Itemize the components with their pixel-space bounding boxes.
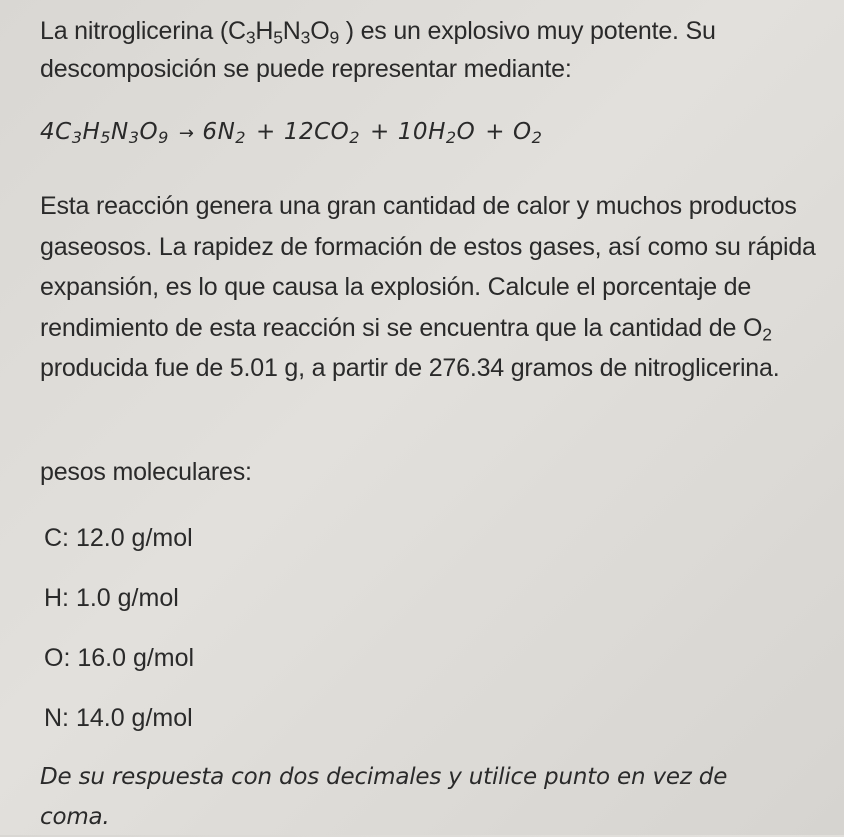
equation-product-1: $12CO_2$ <box>283 119 361 148</box>
product-2-element-1: O <box>456 119 476 145</box>
problem-text-1: Esta reacción genera una gran cantidad de calor y muchos productos gaseosos. La rapidez de formación de estos gases, así como su rápida expansión, es lo que causa la explosión. Calcule el porcentaje de rendimiento de esta reacción si se encuentra que la cantidad de <box>40 192 816 342</box>
molecular-weight-nitrogen: N: 14.0 g/mol <box>44 704 193 732</box>
product-3-subscript-0: 2 <box>531 128 543 148</box>
intro-formula-element-2: N <box>282 17 301 45</box>
equation-reactant: $4C_3H_5N_3O_9$ <box>40 119 169 148</box>
product-2-element-0: H <box>428 119 446 145</box>
product-3-element-0: O <box>513 119 532 145</box>
equation-product-2: $10H_2O$ <box>397 119 476 148</box>
reactant-subscript-1: 5 <box>100 128 111 148</box>
reactant-element-0: C <box>55 119 72 145</box>
molecular-weights-heading: pesos moleculares: <box>40 458 252 486</box>
nitroglycerin-formula <box>227 17 339 48</box>
problem-paragraph <box>40 186 820 389</box>
product-1-subscript-0: 2 <box>349 128 361 148</box>
product-1-element-0: CO <box>314 119 350 145</box>
intro-post: ) es un explosivo muy potente. Su descomposición se puede representar mediante: <box>40 17 716 83</box>
intro-pre: La nitroglicerina ( <box>40 17 228 45</box>
intro-formula-element-1: H <box>255 17 274 45</box>
reactant-element-3: O <box>139 119 159 145</box>
o2-formula: $O_2$ <box>742 313 772 344</box>
equation-plus: + <box>256 119 276 145</box>
molecular-weight-hydrogen: H: 1.0 g/mol <box>44 584 179 612</box>
molecular-weight-oxygen: O: 16.0 g/mol <box>44 644 195 672</box>
intro-formula-subscript-1: 5 <box>273 27 283 48</box>
equation-plus: + <box>485 119 506 145</box>
reactant-subscript-2: 3 <box>128 128 140 148</box>
reactant-subscript-0: 3 <box>71 128 83 148</box>
intro-paragraph <box>40 12 820 88</box>
product-0-element-0: N <box>217 119 236 145</box>
intro-formula-subscript-0: 3 <box>245 27 256 48</box>
intro-formula-subscript-2: 3 <box>300 27 311 48</box>
reaction-arrow: → <box>178 123 195 144</box>
problem-text-2: producida fue de 5.01 g, a partir de 276.34 gramos de nitroglicerina. <box>40 354 780 382</box>
answer-instruction: De su respuesta con dos decimales y utilice punto en vez de coma. <box>40 764 728 830</box>
equation-plus: + <box>370 119 390 145</box>
equation-product-0: $6N_2$ <box>202 119 247 148</box>
intro-formula-element-0: C <box>227 17 246 45</box>
reactant-element-1: H <box>82 119 101 145</box>
molecular-weight-carbon: C: 12.0 g/mol <box>44 524 193 552</box>
product-2-subscript-0: 2 <box>445 128 457 148</box>
product-0-subscript-0: 2 <box>235 128 247 148</box>
intro-formula-element-3: O <box>310 17 330 45</box>
decomposition-equation <box>40 119 552 148</box>
intro-formula-subscript-3: 9 <box>329 27 339 48</box>
reactant-subscript-3: 9 <box>158 128 169 148</box>
equation-product-3 <box>513 119 543 148</box>
reactant-element-2: N <box>111 119 129 145</box>
